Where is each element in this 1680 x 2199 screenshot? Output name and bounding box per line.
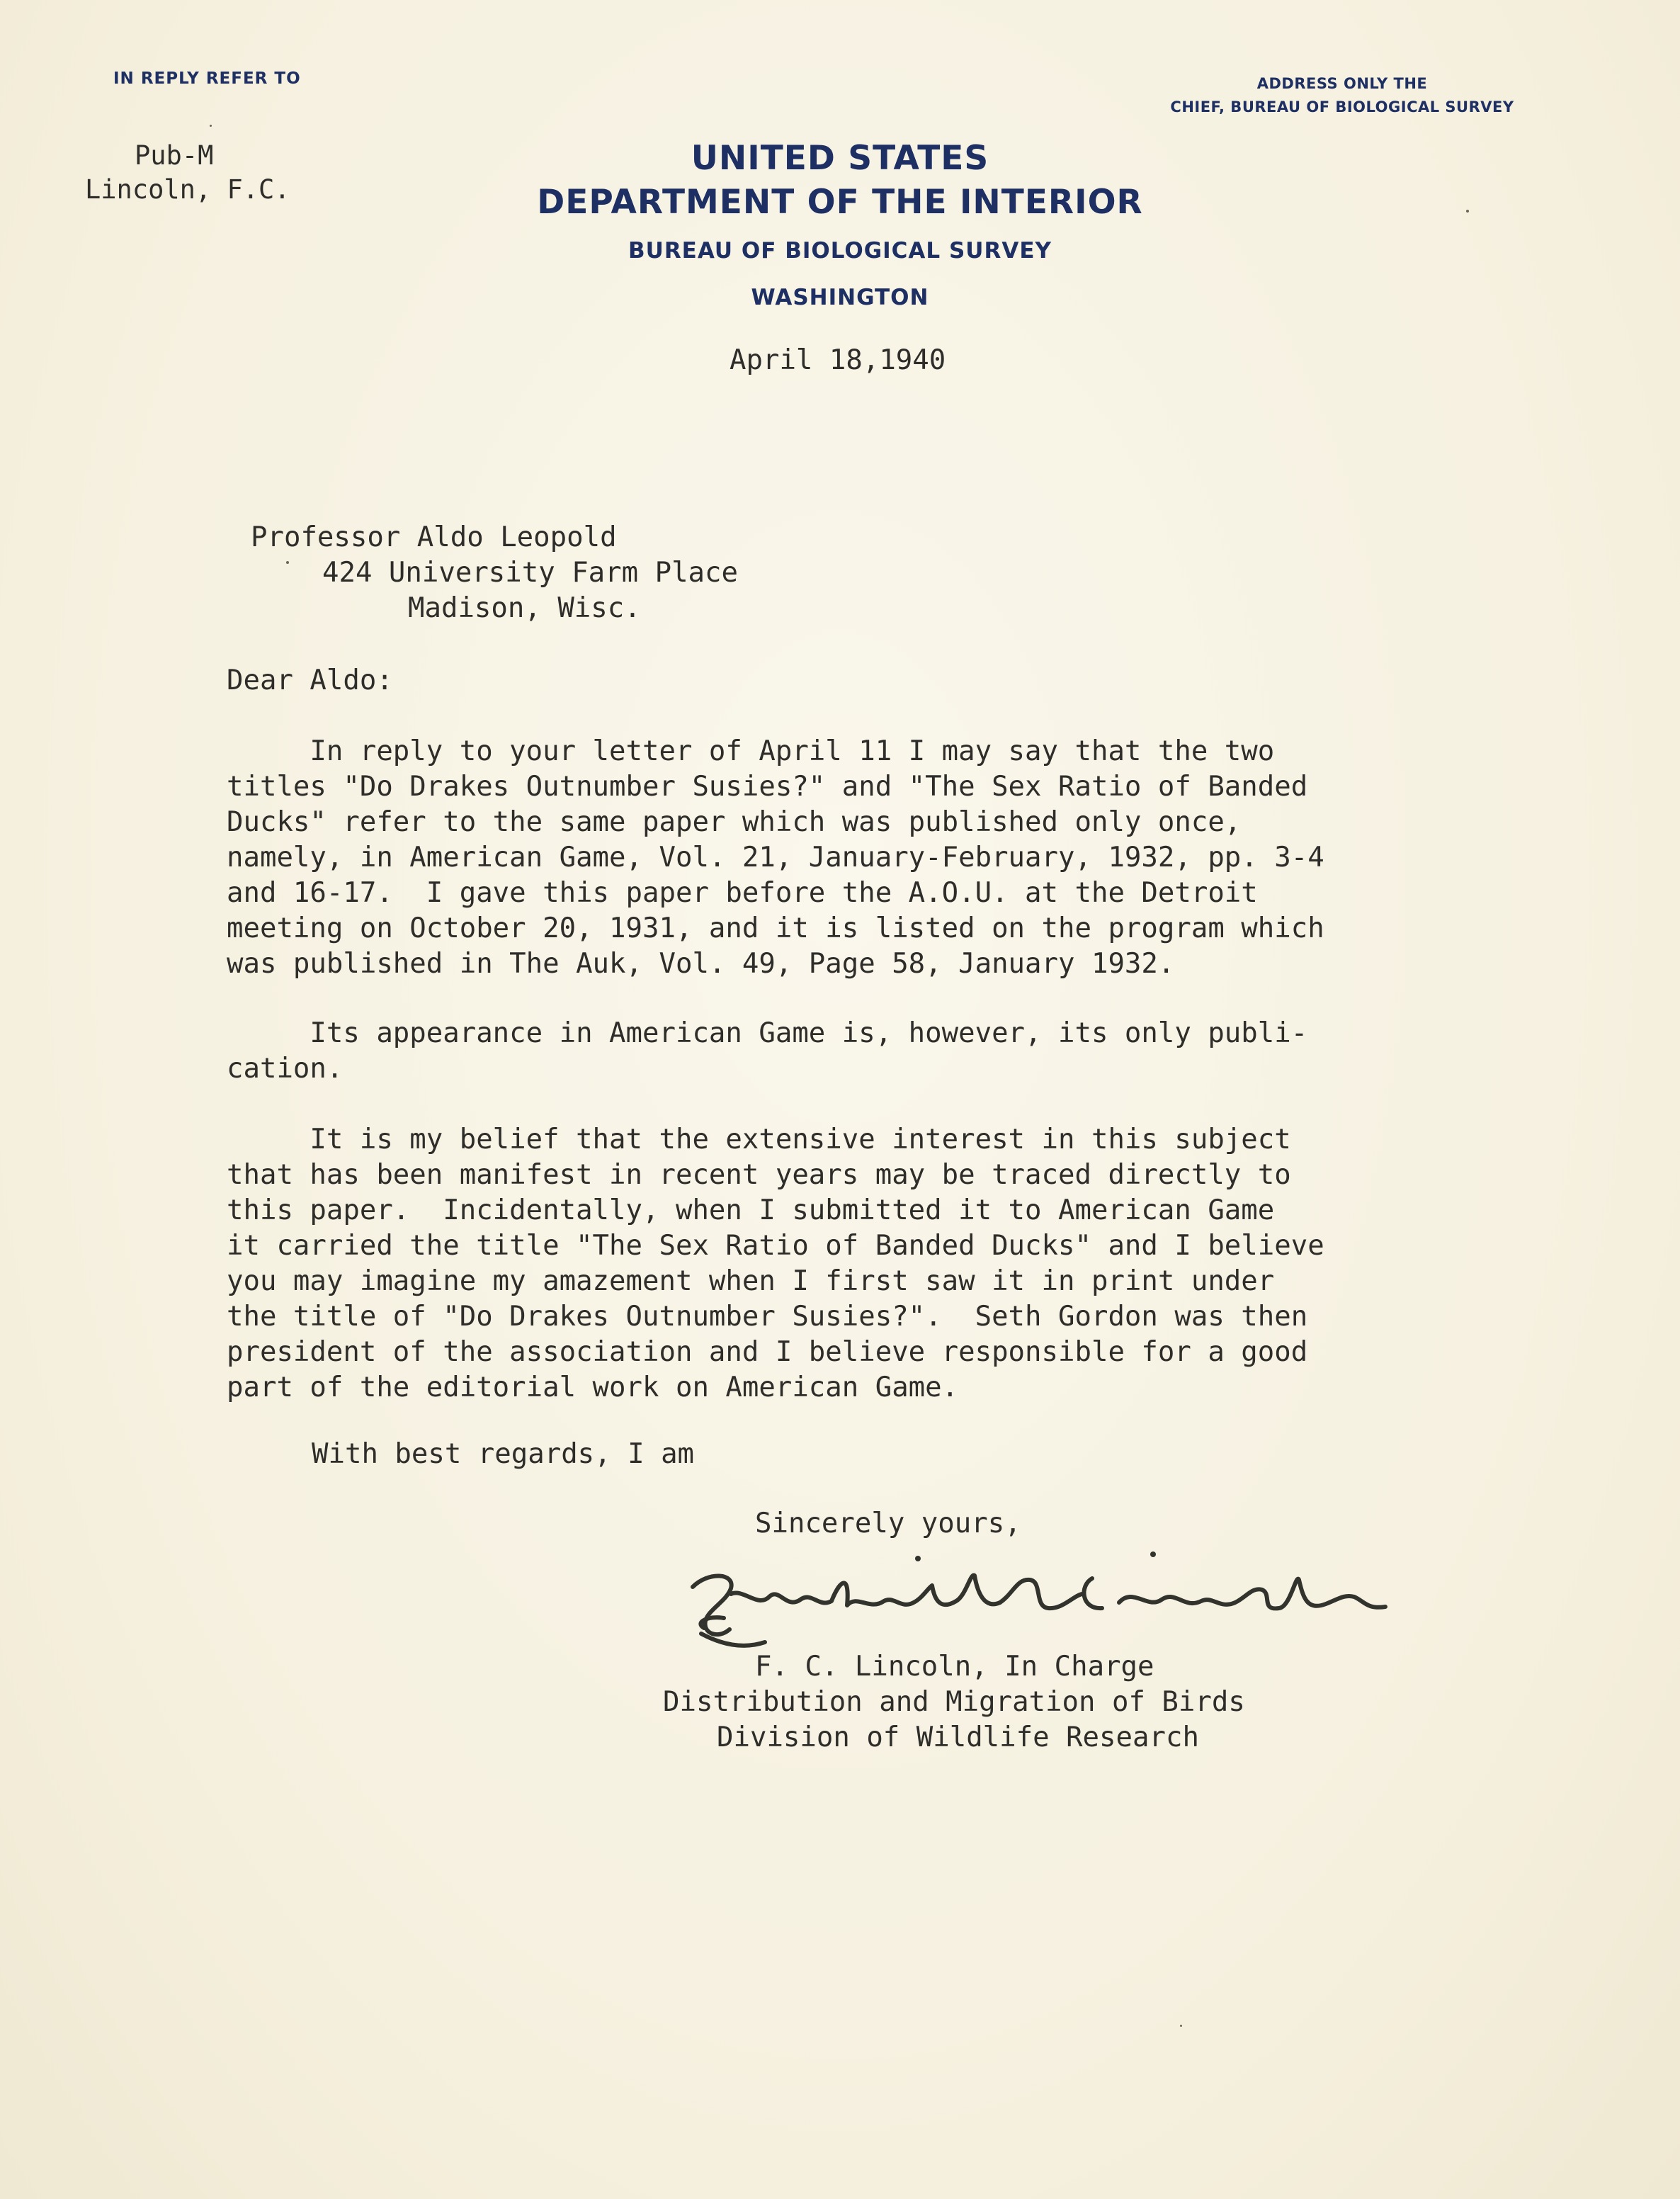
signer-title-line-2: Division of Wildlife Research [717, 1722, 1199, 1753]
address-only-line-1: ADDRESS ONLY THE [1256, 75, 1428, 92]
body-paragraph-3: It is my belief that the extensive interest in this subject that has been manifest in recent years may be traced directly to this paper. Incidentally, when I submitted it to American Game it carried the title "The Sex Ratio of Banded Ducks" and I believe you may imagine my amazement when I first saw it in print under the title of "Do Drakes Outnumber Susies?". Seth Gordon was then president of the association and I believe responsible for a good part of the editorial work on American Game. [227, 1124, 1324, 1403]
valediction: Sincerely yours, [755, 1508, 1021, 1539]
letter-date: April 18,1940 [730, 344, 946, 376]
paper-speck [210, 125, 212, 127]
paper-speck [1180, 2025, 1182, 2027]
body-paragraph-1: In reply to your letter of April 11 I may say that the two titles "Do Drakes Outnumber Susies?" and "The Sex Ratio of Banded Ducks" refer to the same paper which was published only once, namely, in American Game, Vol. 21, January-February, 1932, pp. 3-4 and 16-17. I gave this paper before the A.O.U. at the Detroit meeting on October 20, 1931, and it is listed on the program which was published in The Auk, Vol. 49, Page 58, January 1932. [227, 735, 1324, 980]
recipient-street: 424 University Farm Place [322, 557, 738, 589]
reference-name: Lincoln, F.C. [85, 174, 290, 205]
handwritten-signature [680, 1544, 1402, 1658]
signer-title-line-1: Distribution and Migration of Birds [663, 1686, 1245, 1718]
closing-regards: With best regards, I am [312, 1438, 695, 1470]
address-only-line-2: CHIEF, BUREAU OF BIOLOGICAL SURVEY [1170, 98, 1514, 115]
letterhead-city: WASHINGTON [751, 285, 929, 310]
letterhead-department: DEPARTMENT OF THE INTERIOR [537, 183, 1143, 222]
paper-speck [1466, 210, 1469, 213]
letterhead-title: UNITED STATES [691, 139, 989, 178]
body-paragraph-2: Its appearance in American Game is, however, its only publi- cation. [227, 1017, 1308, 1085]
address-only-note [1112, 72, 1572, 119]
salutation: Dear Aldo: [227, 665, 393, 696]
paper-speck [286, 561, 289, 564]
recipient-city: Madison, Wisc. [408, 592, 641, 624]
recipient-name: Professor Aldo Leopold [251, 521, 617, 553]
letterhead-bureau: BUREAU OF BIOLOGICAL SURVEY [628, 238, 1052, 264]
reply-refer-label: IN REPLY REFER TO [113, 69, 301, 88]
reference-code: Pub-M [135, 140, 214, 171]
signer-name: F. C. Lincoln, In Charge [755, 1651, 1154, 1683]
